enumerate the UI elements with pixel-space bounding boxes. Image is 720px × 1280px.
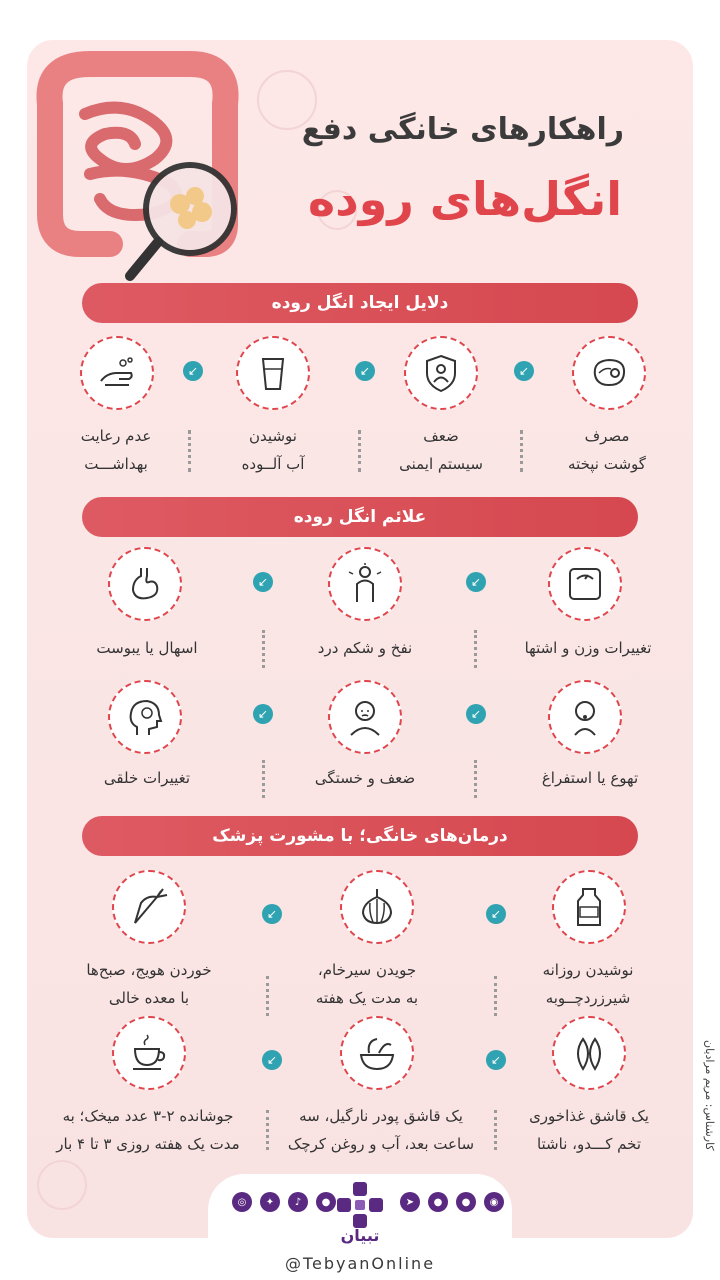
milk-bottle-icon (567, 885, 611, 929)
arrow-icon: ↙ (253, 572, 273, 592)
remedy-icon-carrot (112, 870, 186, 944)
symptom-label: تغییرات وزن و اشتها (524, 639, 652, 657)
coconut-icon (355, 1031, 399, 1075)
music-icon[interactable]: ♪ (288, 1192, 308, 1212)
section-title-symptoms: علائم انگل روده (82, 497, 638, 537)
tired-person-icon (343, 695, 387, 739)
garlic-icon (355, 885, 399, 929)
section-title-remedies: درمان‌های خانگی؛ با مشورت پزشک (82, 816, 638, 856)
aparat-icon[interactable]: ✦ (260, 1192, 280, 1212)
arrow-icon: ↙ (262, 904, 282, 924)
symptom-label: نفخ و شکم درد (317, 639, 413, 657)
divider (266, 1110, 269, 1150)
remedy-icon-garlic (340, 870, 414, 944)
divider (474, 760, 477, 798)
vomit-icon (563, 695, 607, 739)
remedy-label: یک قاشق پودر نارگیل، سه ساعت بعد، آب و روغن کرچک (287, 1107, 475, 1153)
symptom-label: ضعف و خستگی (314, 769, 416, 787)
remedy-label: خوردن هویج، صبح‌ها با معده خالی (86, 961, 212, 1007)
cause-icon-immune (404, 336, 478, 410)
cause-icon-meat (572, 336, 646, 410)
arrow-icon: ↙ (486, 904, 506, 924)
hand-washing-icon (95, 351, 139, 395)
intestine-magnifier-illustration (30, 44, 240, 284)
shield-person-icon (419, 351, 463, 395)
cause-label: عدم رعایت بهداشـــت (80, 427, 152, 473)
symptom-icon-fatigue (328, 680, 402, 754)
eitaa-icon[interactable]: ● (428, 1192, 448, 1212)
divider (358, 430, 361, 472)
symptom-label: اسهال یا یبوست (96, 639, 198, 657)
divider (474, 630, 477, 668)
tebyan-logo-text: تبیان (340, 1226, 380, 1245)
carrot-icon (127, 885, 171, 929)
symptom-label: تهوع یا استفراغ (541, 769, 639, 787)
section-title-causes: دلایل ایجاد انگل روده (82, 283, 638, 323)
remedy-label: نوشیدن روزانه شیرزردچــوبه (542, 961, 634, 1007)
symptom-icon-bloating (328, 547, 402, 621)
arrow-icon: ↙ (253, 704, 273, 724)
remedy-icon-coconut (340, 1016, 414, 1090)
arrow-icon: ↙ (486, 1050, 506, 1070)
cause-label: مصرف گوشت نپخته (568, 427, 646, 473)
divider (188, 430, 191, 472)
divider (494, 976, 497, 1016)
title-line-2: انگل‌های روده (307, 172, 622, 226)
tea-cup-icon (127, 1031, 171, 1075)
symptom-icon-vomit (548, 680, 622, 754)
symptom-icon-stomach (108, 547, 182, 621)
remedy-label: یک قاشق غذاخوری تخم کـــدو، ناشتا (529, 1107, 649, 1153)
symptom-label: تغییرات خلقی (103, 769, 191, 787)
social-handle[interactable]: @TebyanOnline (284, 1254, 436, 1273)
tebyan-logo-icon[interactable] (335, 1180, 385, 1230)
cause-label: نوشیدن آب آلــوده (241, 427, 305, 473)
social-icons-left (232, 1192, 336, 1212)
symptom-icon-scale (548, 547, 622, 621)
instagram-icon[interactable]: ◎ (232, 1192, 252, 1212)
symptom-icon-mood (108, 680, 182, 754)
channel-icon[interactable]: ● (316, 1192, 336, 1212)
remedy-label: جوشانده ۲-۳ عدد میخک؛ به مدت یک هفته روزی ۳ تا ۴ بار (56, 1107, 240, 1153)
divider (266, 976, 269, 1016)
social-icons-right (400, 1192, 504, 1212)
stomach-pain-icon (343, 562, 387, 606)
cause-icon-hygiene (80, 336, 154, 410)
mood-head-icon (123, 695, 167, 739)
remedy-icon-tea (112, 1016, 186, 1090)
arrow-icon: ↙ (183, 361, 203, 381)
remedy-icon-milk (552, 870, 626, 944)
raw-meat-icon (587, 351, 631, 395)
bale-icon[interactable]: ● (456, 1192, 476, 1212)
arrow-icon: ↙ (514, 361, 534, 381)
expert-credit: کارشناس: مریم مرادیان (703, 1040, 716, 1151)
divider (262, 630, 265, 668)
cause-icon-water (236, 336, 310, 410)
divider (262, 760, 265, 798)
arrow-icon: ↙ (262, 1050, 282, 1070)
cause-label: ضعف سیستم ایمنی (399, 427, 483, 473)
divider (520, 430, 523, 472)
water-glass-icon (251, 351, 295, 395)
pumpkin-seed-icon (567, 1031, 611, 1075)
stomach-icon (123, 562, 167, 606)
remedy-icon-seeds (552, 1016, 626, 1090)
web-icon[interactable]: ◉ (484, 1192, 504, 1212)
title-line-1: راهکارهای خانگی دفع (301, 112, 624, 147)
telegram-icon[interactable]: ➤ (400, 1192, 420, 1212)
divider (494, 1110, 497, 1150)
arrow-icon: ↙ (466, 704, 486, 724)
scale-icon (563, 562, 607, 606)
arrow-icon: ↙ (466, 572, 486, 592)
arrow-icon: ↙ (355, 361, 375, 381)
remedy-label: جویدن سیرخام، به مدت یک هفته (315, 961, 419, 1007)
